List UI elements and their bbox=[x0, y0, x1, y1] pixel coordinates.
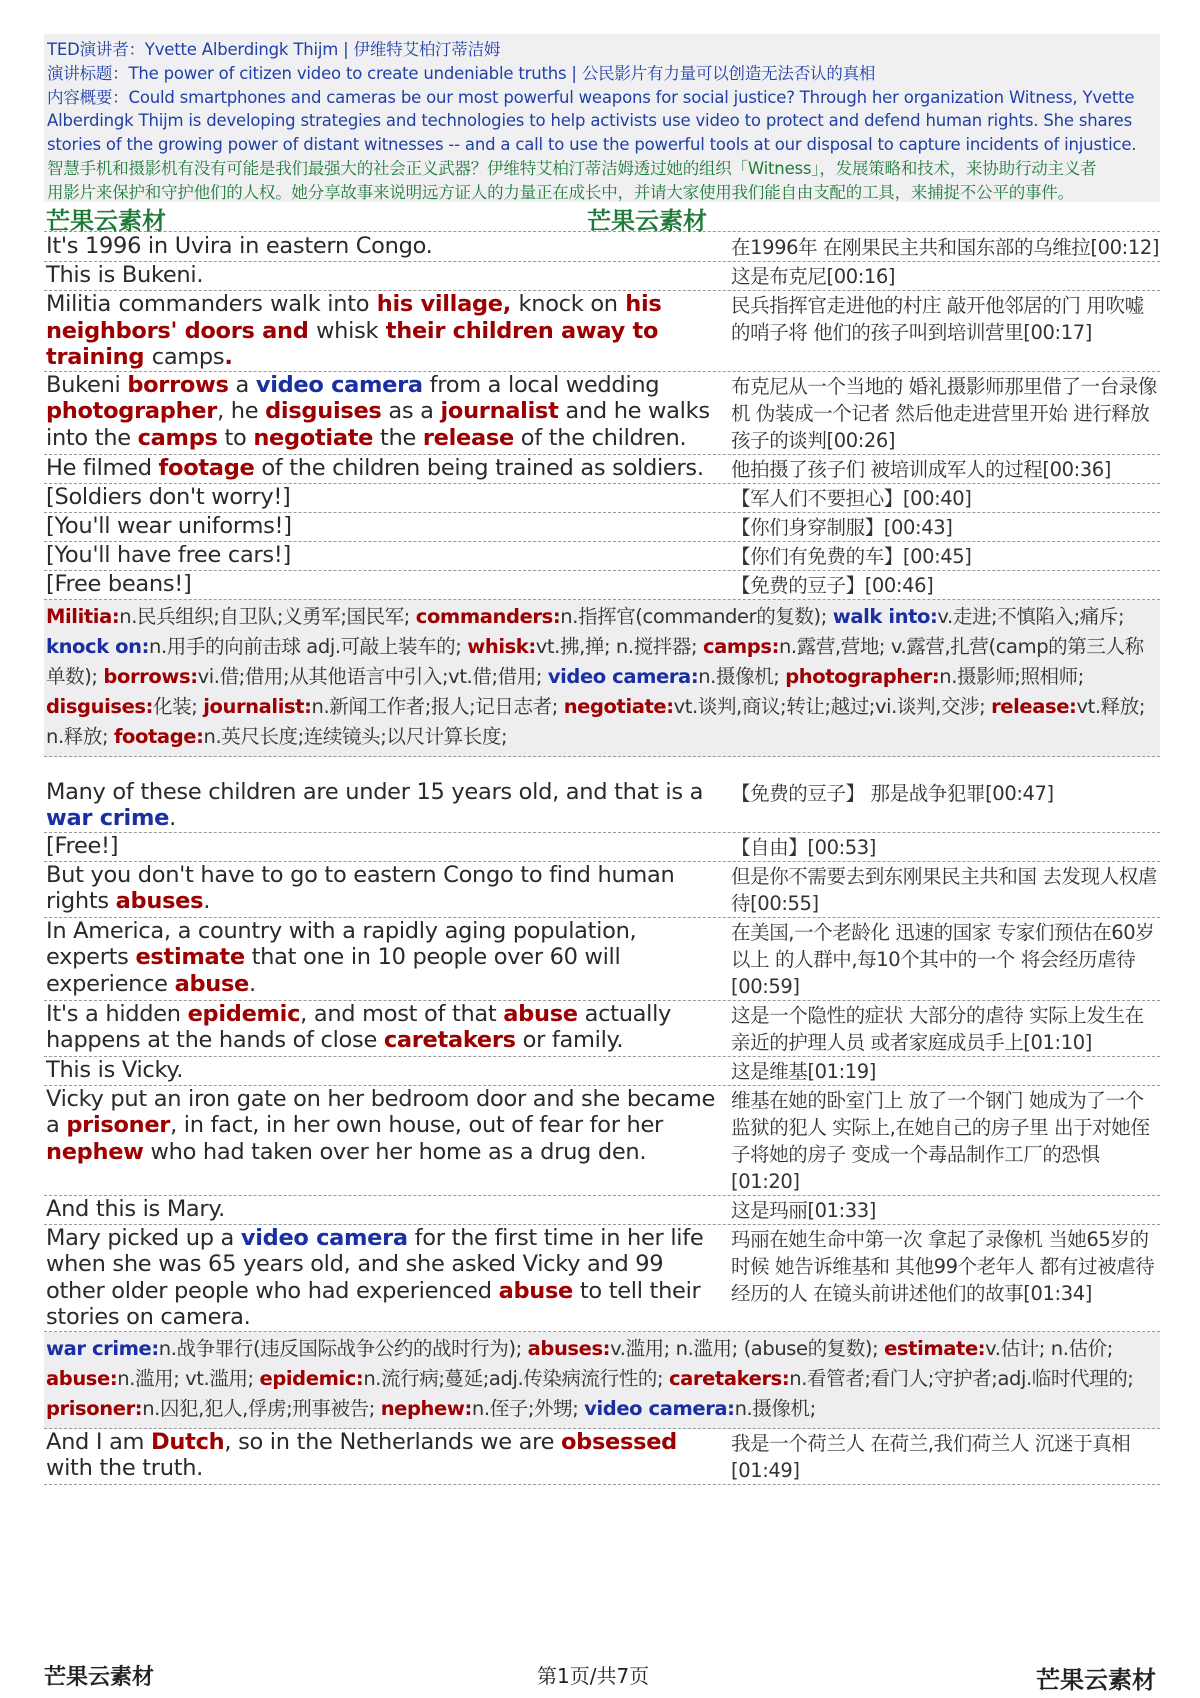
english-text: But you don't have to go to eastern Congo to find human rights bbox=[46, 861, 675, 914]
keyword-highlight: disguises bbox=[265, 398, 382, 424]
keyword-highlight: abuse bbox=[503, 1000, 578, 1027]
vocab-definition: n.新闻工作者;报人;记日志者; bbox=[311, 694, 564, 718]
keyword-highlight: prisoner bbox=[66, 1112, 171, 1138]
chinese-line: 【你们有免费的车】[00:45] bbox=[731, 544, 972, 568]
transcript-row bbox=[44, 1196, 1160, 1225]
summary-zh-line-2: 用影片来保护和守护他们的人权。她分享故事来说明远方证人的力量正在成长中，并请大家使用我们能自由支配的工具，来捕捉不公平的事件。 bbox=[47, 182, 1074, 202]
vocab-definition: n.露营,营地; v.露营,扎营(camp的第三人称单数); bbox=[46, 634, 1144, 688]
english-text: whisk bbox=[316, 317, 379, 344]
vocab-definition: v.估计; n.估价; bbox=[985, 1336, 1113, 1360]
vocab-definition: n.摄像机; bbox=[698, 664, 786, 688]
keyword-highlight: estimate bbox=[135, 944, 245, 970]
vocab-definition: n.英尺长度;连续镜头;以尺计算长度; bbox=[203, 724, 508, 748]
transcript-row bbox=[44, 833, 1160, 862]
english-text: walk into bbox=[270, 291, 370, 317]
vocab-definition: n.看管者;看门人;守护者;adj.临时代理的; bbox=[789, 1366, 1134, 1390]
vocab-definition: vt.释放; n.释放; bbox=[46, 694, 1145, 748]
vocab-word: estimate: bbox=[884, 1336, 986, 1360]
english-text: from a local wedding bbox=[422, 371, 660, 398]
english-line bbox=[44, 372, 729, 454]
vocab-definition: v.走进;不慎陷入;痛斥; bbox=[937, 604, 1125, 628]
vocab-definition: vt.拂,掸; n.搅拌器; bbox=[535, 634, 703, 658]
transcript-row bbox=[44, 1429, 1160, 1485]
vocab-word: disguises: bbox=[46, 694, 154, 718]
vocab-word: abuses: bbox=[527, 1336, 611, 1360]
vocab-word: epidemic: bbox=[259, 1366, 364, 1390]
english-line: [Free beans!] bbox=[46, 570, 192, 597]
chinese-line: 布克尼从一个当地的 婚礼摄影师那里借了一台录像机 伪装成一个记者 然后他走进营里开始 进行释放孩子的谈判[00:26] bbox=[731, 374, 1157, 452]
keyword-highlight: journalist bbox=[440, 398, 559, 424]
chinese-line: 在美国,一个老龄化 迅速的国家 专家们预估在60岁以上 的人群中,每10个其中的一个 将会经历虐待[00:59] bbox=[731, 920, 1155, 998]
keyword-highlight: epidemic bbox=[187, 1000, 301, 1027]
chinese-line: 【军人们不要担心】[00:40] bbox=[731, 486, 972, 510]
english-text: , and most of that bbox=[300, 1000, 504, 1027]
footer-brand-right: 芒果云素材 bbox=[1036, 1665, 1156, 1694]
keyword-highlight: Dutch bbox=[151, 1428, 225, 1455]
keyword-highlight: his village, bbox=[369, 291, 519, 317]
english-line bbox=[44, 779, 729, 832]
transcript-row bbox=[44, 291, 1160, 372]
brand-left: 芒果云素材 bbox=[46, 206, 166, 235]
vocab-word: nephew: bbox=[380, 1396, 472, 1420]
vocabulary-block bbox=[44, 600, 1160, 757]
english-text: and he walks into the bbox=[46, 398, 710, 451]
english-text: He filmed bbox=[46, 454, 159, 481]
english-line bbox=[44, 862, 729, 917]
footer-brand-left: 芒果云素材 bbox=[44, 1664, 155, 1690]
english-line: [Soldiers don't worry!] bbox=[46, 483, 291, 510]
keyword-highlight: caretakers bbox=[383, 1027, 516, 1053]
vocab-word: caretakers: bbox=[668, 1366, 790, 1390]
vocab-word: war crime: bbox=[46, 1336, 159, 1360]
english-text: Many of these children are under 15 years old, and that is a bbox=[46, 778, 704, 805]
keyword-highlight: his neighbors' doors and bbox=[46, 291, 662, 344]
vocab-definition: n.民兵组织;自卫队;义勇军;国民军; bbox=[119, 604, 416, 628]
english-text: to tell their stories on camera. bbox=[46, 1277, 701, 1330]
vocab-definition: n.侄子;外甥; bbox=[471, 1396, 585, 1420]
vocab-word: journalist: bbox=[203, 694, 312, 718]
transcript-row bbox=[44, 1001, 1160, 1057]
vocab-word: footage: bbox=[113, 724, 204, 748]
keyword-highlight: video camera bbox=[255, 371, 423, 398]
transcript-row bbox=[44, 233, 1160, 262]
bilingual-transcript-table bbox=[44, 233, 1160, 1485]
vocab-word: camps: bbox=[702, 634, 779, 658]
vocab-word: release: bbox=[991, 694, 1077, 718]
english-text: In America, a country with a rapidly aging population, experts bbox=[46, 917, 637, 970]
english-line: It's 1996 in Uvira in eastern Congo. bbox=[46, 233, 433, 259]
transcript-row bbox=[44, 1086, 1160, 1196]
english-text: . bbox=[203, 888, 211, 914]
transcript-row bbox=[44, 455, 1160, 484]
english-line bbox=[44, 455, 729, 483]
english-text: camps bbox=[151, 344, 225, 370]
english-text: who had taken over her home as a drug den. bbox=[143, 1138, 647, 1165]
english-text: It's a hidden bbox=[46, 1000, 188, 1027]
vocab-word: borrows: bbox=[103, 664, 198, 688]
vocab-definition: n.囚犯,犯人,俘虏;刑事被告; bbox=[142, 1396, 381, 1420]
english-line bbox=[44, 1225, 729, 1331]
english-text: of the children. bbox=[513, 424, 687, 451]
vocab-definition: n.指挥官(commander的复数); bbox=[560, 604, 833, 628]
summary-en-line-1: 内容概要：Could smartphones and cameras be our most powerful weapons for social justice? Through her organization Witness, Yvette bbox=[47, 87, 1135, 107]
english-line bbox=[44, 291, 729, 371]
keyword-highlight: abuses bbox=[115, 888, 204, 914]
chinese-line: 我是一个荷兰人 在荷兰,我们荷兰人 沉迷于真相[01:49] bbox=[731, 1431, 1131, 1482]
keyword-highlight: their children away to training bbox=[46, 317, 659, 370]
english-text: , in fact, in her own house, out of fear for her bbox=[170, 1112, 664, 1138]
keyword-highlight: video camera bbox=[240, 1224, 408, 1251]
english-text: or family. bbox=[515, 1027, 624, 1053]
chinese-line: 【免费的豆子】 那是战争犯罪[00:47] bbox=[731, 781, 1054, 805]
vocab-definition: n.摄影师;照相师; bbox=[939, 664, 1084, 688]
transcript-row bbox=[44, 571, 1160, 600]
english-line bbox=[44, 918, 729, 1000]
keyword-highlight: footage bbox=[158, 454, 255, 481]
english-text: to bbox=[217, 424, 254, 451]
vocab-definition: vi.借;借用;从其他语言中引入;vt.借;借用; bbox=[197, 664, 548, 688]
english-text: And I am bbox=[46, 1428, 152, 1455]
vocab-word: photographer: bbox=[785, 664, 940, 688]
vocab-definition: n.摄像机; bbox=[734, 1396, 816, 1420]
transcript-row bbox=[44, 542, 1160, 571]
chinese-line: 这是玛丽[01:33] bbox=[731, 1198, 877, 1222]
chinese-line: 【你们身穿制服】[00:43] bbox=[731, 515, 953, 539]
spacer bbox=[44, 757, 1160, 779]
transcript-row bbox=[44, 918, 1160, 1001]
english-text: of the children being trained as soldiers. bbox=[254, 454, 704, 481]
chinese-line: 在1996年 在刚果民主共和国东部的乌维拉[00:12] bbox=[731, 236, 1160, 259]
english-text: a bbox=[228, 371, 256, 398]
page-number: 第1页/共7页 bbox=[537, 1664, 650, 1688]
vocab-definition: v.滥用; n.滥用; (abuse的复数); bbox=[610, 1336, 885, 1360]
english-text: commanders bbox=[118, 291, 263, 317]
summary-zh-line-1: 智慧手机和摄影机有没有可能是我们最强大的社会正义武器？伊维特艾柏汀蒂洁姆透过她的组织「Witness」，发展策略和技术，来协助行动主义者 bbox=[47, 158, 1097, 178]
english-text: , he bbox=[217, 398, 266, 424]
transcript-row bbox=[44, 262, 1160, 291]
chinese-line: 这是布克尼[00:16] bbox=[731, 265, 896, 288]
transcript-row bbox=[44, 779, 1160, 833]
title-line: 演讲标题：The power of citizen video to create undeniable truths | 公民影片有力量可以创造无法否认的真相 bbox=[47, 63, 876, 83]
keyword-highlight: borrows bbox=[127, 371, 229, 398]
transcript-row bbox=[44, 1057, 1160, 1086]
vocabulary-block bbox=[44, 1332, 1160, 1429]
english-line: [You'll have free cars!] bbox=[46, 541, 292, 568]
chinese-line: 他拍摄了孩子们 被培训成军人的过程[00:36] bbox=[731, 457, 1112, 481]
vocab-word: walk into: bbox=[832, 604, 938, 628]
vocab-word: knock on: bbox=[46, 634, 150, 658]
vocab-definition: n.滥用; vt.滥用; bbox=[117, 1366, 260, 1390]
chinese-line: 【免费的豆子】[00:46] bbox=[731, 573, 934, 597]
vocab-definition: n.流行病;蔓延;adj.传染病流行性的; bbox=[363, 1366, 669, 1390]
vocab-word: abuse: bbox=[46, 1366, 118, 1390]
keyword-highlight: nephew bbox=[46, 1138, 144, 1165]
brand-center: 芒果云素材 bbox=[587, 206, 707, 235]
english-line: And this is Mary. bbox=[46, 1195, 226, 1222]
english-line: [You'll wear uniforms!] bbox=[46, 512, 292, 539]
chinese-line: 维基在她的卧室门上 放了一个钢门 她成为了一个监狱的犯人 实际上,在她自己的房子里 出于对她侄子将她的房子 变成一个毒品制作工厂的恐惧[01:20] bbox=[731, 1088, 1150, 1193]
transcript-row bbox=[44, 372, 1160, 455]
vocab-definition: 化装; bbox=[153, 694, 204, 718]
vocab-word: prisoner: bbox=[46, 1396, 143, 1420]
vocab-word: negotiate: bbox=[563, 694, 674, 718]
english-text: Vicky put an iron gate on her bedroom door and she became a bbox=[46, 1085, 716, 1138]
keyword-highlight: abuse bbox=[498, 1277, 574, 1304]
english-text: for the first time in her life when she was 65 years old, and she asked Vicky and 99 other older people who had experienced bbox=[46, 1224, 704, 1304]
chinese-line: 玛丽在她生命中第一次 拿起了录像机 当她65岁的时候 她告诉维基和 其他99个老年人 都有过被虐待经历的人 在镜头前讲述他们的故事[01:34] bbox=[731, 1227, 1155, 1305]
keyword-highlight: negotiate bbox=[253, 424, 374, 451]
english-text: that one in 10 people over 60 will experience bbox=[46, 944, 621, 997]
vocab-definition: n.战争罪行(违反国际战争公约的战时行为); bbox=[158, 1336, 528, 1360]
english-text: , so in the Netherlands we are bbox=[224, 1428, 561, 1455]
english-line: This is Vicky. bbox=[46, 1056, 184, 1083]
english-text: as a bbox=[381, 398, 441, 424]
english-text: Mary picked up a bbox=[46, 1224, 241, 1251]
english-text: . bbox=[249, 970, 256, 997]
keyword-highlight: . bbox=[224, 344, 233, 370]
english-line: [Free!] bbox=[46, 832, 119, 859]
chinese-line: 这是一个隐性的症状 大部分的虐待 实际上发生在 亲近的护理人员 或者家庭成员手上[01:10] bbox=[731, 1003, 1144, 1054]
brand-watermark-row bbox=[44, 203, 1160, 235]
english-line bbox=[44, 1086, 729, 1195]
english-text: . bbox=[169, 805, 176, 831]
page-footer bbox=[44, 1660, 1160, 1692]
english-text: Bukeni bbox=[46, 371, 128, 398]
speaker-line: TED演讲者：Yvette Alberdingk Thijm | 伊维特艾柏汀蒂洁姆 bbox=[47, 40, 501, 59]
english-text: the bbox=[373, 424, 423, 451]
transcript-row bbox=[44, 484, 1160, 513]
keyword-highlight: war crime bbox=[46, 805, 170, 831]
transcript-row bbox=[44, 862, 1160, 918]
english-line bbox=[44, 1429, 729, 1484]
english-text: with the truth. bbox=[46, 1455, 204, 1481]
summary-en-line-3: stories of the growing power of distant witnesses -- and a call to use the powerful tools at our disposal to capture incidents of injustice. bbox=[47, 135, 1137, 155]
chinese-line: 民兵指挥官走进他的村庄 敲开他邻居的门 用吹嘘的哨子将 他们的孩子叫到培训营里[00:17] bbox=[731, 294, 1144, 344]
keyword-highlight: camps bbox=[137, 424, 218, 451]
vocab-word: whisk: bbox=[467, 634, 536, 658]
vocab-definition: n.用手的向前击球 adj.可敲上装车的; bbox=[149, 634, 468, 658]
vocab-definition: vt.谈判,商议;转让;越过;vi.谈判,交涉; bbox=[673, 694, 992, 718]
keyword-highlight: obsessed bbox=[561, 1428, 677, 1455]
keyword-highlight: photographer bbox=[46, 398, 218, 424]
transcript-row bbox=[44, 513, 1160, 542]
chinese-line: 【自由】[00:53] bbox=[731, 835, 877, 859]
chinese-line: 这是维基[01:19] bbox=[731, 1059, 877, 1083]
english-text: actually happens at the hands of close bbox=[46, 1000, 672, 1053]
english-text: Militia bbox=[46, 291, 111, 317]
vocab-word: Militia: bbox=[46, 604, 120, 628]
keyword-highlight: abuse bbox=[174, 970, 250, 997]
vocab-word: video camera: bbox=[584, 1396, 735, 1420]
vocab-word: commanders: bbox=[415, 604, 561, 628]
english-line bbox=[44, 1001, 729, 1056]
english-text: knock on bbox=[518, 291, 618, 317]
transcript-row bbox=[44, 1225, 1160, 1332]
keyword-highlight: release bbox=[422, 424, 514, 451]
vocab-word: video camera: bbox=[547, 664, 699, 688]
english-line: This is Bukeni. bbox=[46, 262, 204, 288]
talk-info-header bbox=[44, 34, 1160, 202]
summary-en-line-2: Alberdingk Thijm is developing strategies and technologies to help activists use video to protect and defend human rights. She shares bbox=[47, 111, 1132, 131]
chinese-line: 但是你不需要去到东刚果民主共和国 去发现人权虐待[00:55] bbox=[731, 864, 1157, 915]
